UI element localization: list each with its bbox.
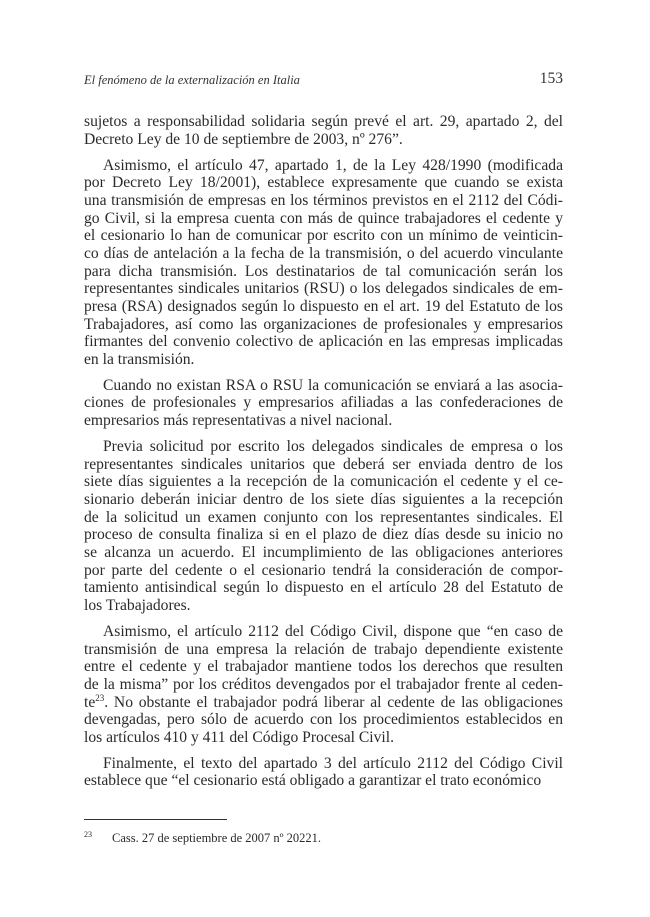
paragraph [84,755,563,790]
text-line: establece que “el cesionario está obligado a garantizar el trato económico [84,772,542,790]
text-line: Cuando no existan RSA o RSU la comunicación se enviará a las asocia- [103,376,563,394]
text-line: Trabajadores, así como las organizaciones de profesionales y empresarios [84,315,563,333]
text-line: Previa solicitud por escrito los delegados sindicales de empresa o los [103,438,563,456]
text-line: transmisión de una empresa la relación de trabajo dependiente existente [84,640,563,658]
text-line: Asimismo, el artículo 47, apartado 1, de la Ley 428/1990 (modificada [103,156,563,174]
text-line: sionario deberán iniciar dentro de los siete días siguientes a la recepción [84,491,563,509]
paragraph [84,377,563,430]
footnote [84,830,321,846]
text-line: empresarios más representativas a nivel nacional. [84,412,393,430]
footnote-divider [84,819,227,820]
text-line: de la solicitud un examen conjunto con los representantes sindicales. El [84,508,563,526]
text-line: presa (RSA) designados según lo dispuesto en el art. 19 del Estatuto de los [84,297,563,315]
text-line: los artículos 410 y 411 del Código Procesal Civil. [84,728,394,746]
text-line: sujetos a responsabilidad solidaria según prevé el art. 29, apartado 2, del [84,113,563,130]
text-line: para dicha transmisión. Los destinatarios de tal comunicación serán los [84,262,563,280]
text-line: los Trabajadores. [84,596,191,614]
text-line [84,694,563,712]
page-number: 153 [539,70,563,87]
footnote-number: 23 [84,830,92,839]
paragraph [84,113,563,148]
paragraph [84,438,563,615]
text-line: se alcanza un acuerdo. El incumplimiento de las obligaciones anteriores [84,543,563,561]
text-line: Asimismo, el artículo 2112 del Código Civil, dispone que “en caso de [103,622,563,640]
footnote-reference[interactable]: 23 [95,692,105,703]
text-line: co días de antelación a la fecha de la transmisión, o del acuerdo vinculante [84,244,563,262]
text-line: tamiento antisindical según lo dispuesto en el artículo 28 del Estatuto de [84,579,563,597]
text-line: por Decreto Ley 18/2001), establece expresamente que cuando se exista [84,174,563,192]
text-segment: . No obstante el trabajador podrá liberar al cedente de las obligaciones [104,693,563,711]
text-line: proceso de consulta finaliza si en el plazo de diez días desde su inicio no [84,526,563,544]
text-line: ciones de profesionales y empresarios afiliadas a las confederaciones de [84,394,563,412]
body-text [84,113,563,798]
text-line: representantes sindicales unitarios (RSU) o los delegados sindicales de em- [84,280,563,298]
paragraph [84,157,563,369]
text-line: el cesionario lo han de comunicar por escrito con un mínimo de veinticin- [84,227,563,245]
text-line: por parte del cedente o el cesionario tendrá la consideración de compor- [84,561,563,579]
text-segment: te [84,693,96,711]
paragraph [84,623,563,747]
running-head: El fenómeno de la externalización en Italia [84,73,300,87]
text-line: firmantes del convenio colectivo de aplicación en las empresas implicadas [84,333,563,351]
text-line: Finalmente, el texto del apartado 3 del artículo 2112 del Código Civil [103,754,563,772]
text-line: entre el cedente y el trabajador mantiene todos los derechos que resulten [84,658,563,676]
text-line: siete días siguientes a la recepción de la comunicación el cedente y el ce- [84,473,563,491]
text-line: go Civil, si la empresa cuenta con más de quince trabajadores el cedente y [84,209,563,227]
text-line: devengadas, pero sólo de acuerdo con los procedimientos establecidos en [84,711,563,729]
text-line: en la transmisión. [84,350,195,368]
text-line: Decreto Ley de 10 de septiembre de 2003, nº 276”. [84,130,403,148]
footnote-text: Cass. 27 de septiembre de 2007 nº 20221. [112,831,322,845]
text-line: una transmisión de empresas en los términos previstos en el 2112 del Códi- [84,191,563,209]
text-line: representantes sindicales unitarios que deberá ser enviada dentro de los [84,455,563,473]
text-line: de la misma” por los créditos devengados por el trabajador frente al ceden- [84,675,563,693]
